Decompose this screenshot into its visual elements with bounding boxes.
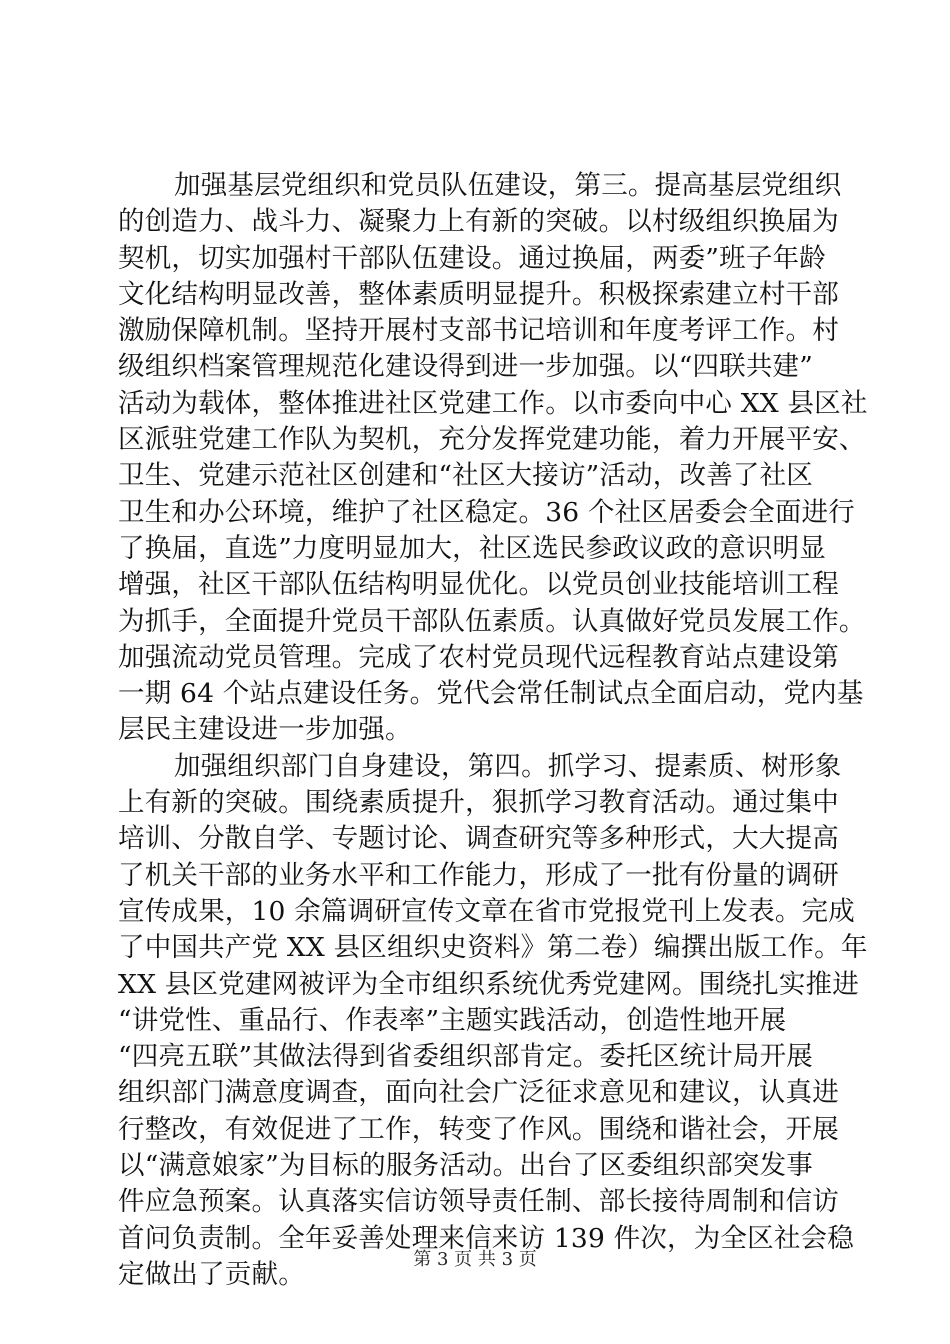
text-line: 一期 64 个站点建设任务。党代会常任制试点全面启动，党内基: [118, 678, 864, 710]
text-line: 增强，社区干部队伍结构明显优化。以党员创业技能培训工程: [118, 569, 839, 601]
text-line: 加强流动党员管理。完成了农村党员现代远程教育站点建设第: [118, 641, 839, 673]
paragraph-1: [118, 168, 868, 749]
text-line: 契机，切实加强村干部队伍建设。通过换届，两委”班子年龄: [118, 242, 826, 274]
text-line: “讲党性、重品行、作表率”主题实践活动，创造性地开展: [118, 1004, 787, 1036]
text-line: 行整改，有效促进了工作，转变了作风。围绕和谐社会，开展: [118, 1113, 839, 1145]
text-line: “四亮五联”其做法得到省委组织部肯定。委托区统计局开展: [118, 1041, 813, 1073]
text-line: 的创造力、战斗力、凝聚力上有新的突破。以村级组织换届为: [118, 206, 839, 238]
text-line: 上有新的突破。围绕素质提升，狠抓学习教育活动。通过集中: [118, 787, 839, 819]
text-line: 宣传成果，10 余篇调研宣传文章在省市党报党刊上发表。完成: [118, 895, 855, 927]
text-line: 为抓手，全面提升党员干部队伍素质。认真做好党员发展工作。: [118, 605, 866, 637]
text-line: 加强基层党组织和党员队伍建设，第三。提高基层党组织: [174, 170, 842, 201]
text-line: 了机关干部的业务水平和工作能力，形成了一批有份量的调研: [118, 859, 839, 891]
text-line: 区派驻党建工作队为契机，充分发挥党建功能，着力开展平安、: [118, 424, 866, 456]
text-line: 以“满意娘家”为目标的服务活动。出台了区委组织部突发事: [118, 1150, 813, 1182]
text-line: 定做出了贡献。: [118, 1258, 305, 1290]
body-text: [118, 168, 868, 1293]
text-line: 卫生、党建示范社区创建和“社区大接访”活动，改善了社区: [118, 460, 813, 492]
text-line: 了中国共产党 XX 县区组织史资料》第二卷）编撰出版工作。年: [118, 932, 868, 964]
text-line: 了换届，直选”力度明显加大，社区选民参政议政的意识明显: [118, 532, 826, 564]
paragraph-2: [118, 749, 868, 1293]
text-line: 层民主建设进一步加强。: [118, 714, 412, 746]
text-line: 首问负责制。全年妥善处理来信来访 139 件次，为全区社会稳: [118, 1222, 854, 1254]
text-line: 加强组织部门自身建设，第四。抓学习、提素质、树形象: [174, 750, 842, 782]
page-footer: 第 3 页 共 3 页: [413, 1249, 537, 1270]
text-line: 激励保障机制。坚持开展村支部书记培训和年度考评工作。村: [118, 315, 839, 347]
text-line: 卫生和办公环境，维护了社区稳定。36 个社区居委会全面进行: [118, 496, 855, 528]
text-line: XX 县区党建网被评为全市组织系统优秀党建网。围绕扎实推进: [118, 968, 859, 1000]
text-line: 培训、分散自学、专题讨论、调查研究等多种形式，大大提高: [118, 823, 839, 855]
text-line: 件应急预案。认真落实信访领导责任制、部长接待周制和信访: [118, 1186, 839, 1218]
text-line: 组织部门满意度调查，面向社会广泛征求意见和建议，认真进: [118, 1077, 839, 1109]
text-line: 活动为载体，整体推进社区党建工作。以市委向中心 XX 县区社: [118, 387, 868, 419]
text-line: 文化结构明显改善，整体素质明显提升。积极探索建立村干部: [118, 278, 839, 310]
text-line: 级组织档案管理规范化建设得到进一步加强。以“四联共建”: [118, 351, 813, 383]
